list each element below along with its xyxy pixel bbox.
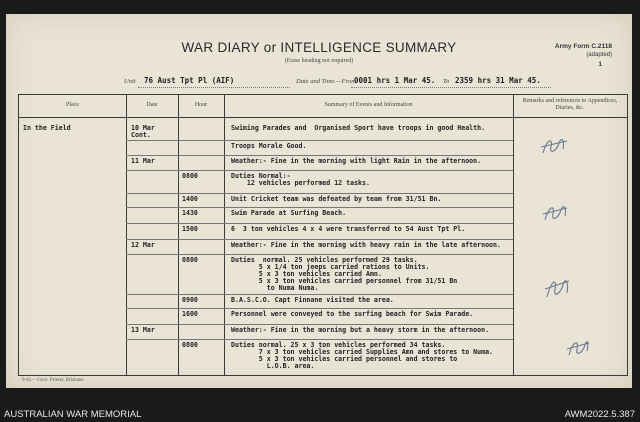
- row-summary: Duties Normal:- 12 vehicles performed 12 tasks.: [231, 172, 370, 187]
- date-label: Date and Time.—From: [296, 78, 356, 85]
- row-hour: 1600: [182, 310, 198, 318]
- row-rule: [126, 140, 513, 141]
- row-hour: 1400: [182, 195, 198, 203]
- col-header-summary: Summary of Events and Information: [324, 102, 413, 108]
- page-subtitle: (Erase heading not required): [284, 58, 354, 64]
- row-hour: 0800: [182, 341, 198, 349]
- row-summary: Weather:- Fine in the morning but a heavy storm in the afternoon.: [231, 326, 490, 334]
- unit-dotted-line: [138, 87, 290, 88]
- printer-note: 9-41.—Govt. Printer, Brisbane: [22, 378, 84, 383]
- row-rule: [126, 294, 513, 295]
- row-rule: [126, 155, 513, 156]
- row-rule: [126, 239, 513, 240]
- unit-label: Unit: [124, 78, 136, 85]
- date-to: 2359 hrs 31 Mar 45.: [455, 76, 541, 85]
- row-hour: 0800: [182, 172, 198, 180]
- signature-initials: [539, 133, 571, 159]
- form-number: [555, 42, 612, 69]
- form-number-label: Army Form C.2118: [554, 43, 612, 50]
- row-hour: 1500: [182, 225, 198, 233]
- page-title: WAR DIARY or INTELLIGENCE SUMMARY: [181, 40, 457, 55]
- row-summary: Unit Cricket team was defeated by team from 31/51 Bn.: [231, 195, 442, 203]
- signature-initials: [543, 273, 573, 303]
- date-to-label: To: [443, 78, 450, 85]
- col-header-place: Place: [66, 102, 79, 108]
- row-summary: Weather:- Fine in the morning with light Rain in the afternoon.: [231, 157, 482, 165]
- row-date: 11 Mar: [131, 157, 155, 165]
- signature-initials: [565, 335, 593, 361]
- row-summary: Swiming Parades and Organised Sport have troops in good Health.: [231, 124, 486, 132]
- row-place: In the Field: [23, 124, 71, 132]
- diary-page: [6, 14, 632, 388]
- row-hour: 1430: [182, 209, 198, 217]
- row-summary: Duties normal. 25 x 3 ton vehicles performed 34 tasks. 7 x 3 ton vehicles carried Supplies Amn and stores to Numa. 5 x 3 ton vehicles carried personnel and stores to L.O.B. area.: [231, 341, 494, 370]
- col-divider: [224, 95, 225, 375]
- accession-number: AWM2022.5.387: [564, 409, 635, 420]
- row-date: 13 Mar: [131, 326, 155, 334]
- row-rule: [126, 193, 513, 194]
- row-summary: Swim Parade at Surfing Beach.: [231, 209, 347, 217]
- diary-table: [18, 94, 628, 376]
- col-divider: [178, 95, 179, 375]
- row-hour: 0800: [182, 256, 198, 264]
- page-number: 1: [598, 61, 602, 68]
- date-dotted-line: [351, 87, 551, 88]
- row-hour: 0900: [182, 296, 198, 304]
- col-divider: [513, 95, 514, 375]
- form-adapted: (adapted): [586, 52, 612, 58]
- row-summary: Duties normal. 25 vehicles performed 29 tasks. 5 x 1/4 ton jeeps carried rations to Units. 5 x 3 ton vehicles carried Amn. 5 x 3 ton vehicles carried personnel from 31/51 Bn to Numa Numa.: [231, 256, 458, 292]
- col-header-remarks: Remarks and references to Appendices, Diaries, &c.: [522, 98, 618, 111]
- row-rule: [126, 170, 513, 171]
- row-rule: [126, 324, 513, 325]
- col-header-date: Date: [146, 102, 158, 108]
- row-summary: Personnel were conveyed to the surfing beach for Swim Parade.: [231, 310, 474, 318]
- row-rule: [126, 254, 513, 255]
- col-divider: [126, 95, 127, 375]
- signature-initials: [541, 200, 571, 226]
- row-rule: [126, 339, 513, 340]
- row-date: 10 Mar Cont.: [131, 124, 155, 139]
- header-rule: [19, 117, 627, 118]
- row-rule: [126, 207, 513, 208]
- row-rule: [126, 223, 513, 224]
- row-summary: 6 3 ton vehicles 4 x 4 were transferred to 54 Aust Tpt Pl.: [231, 225, 466, 233]
- archive-caption: AUSTRALIAN WAR MEMORIAL: [4, 409, 142, 420]
- row-summary: Troops Morale Good.: [231, 142, 307, 150]
- row-summary: B.A.S.C.O. Capt Finnane visited the area.: [231, 296, 394, 304]
- col-header-hour: Hour: [194, 102, 208, 108]
- unit-value: 76 Aust Tpt Pl (AIF): [144, 76, 235, 85]
- row-date: 12 Mar: [131, 241, 155, 249]
- row-rule: [126, 308, 513, 309]
- row-summary: Weather:- Fine in the morning with heavy rain in the late afternoon.: [231, 241, 501, 249]
- date-from: 0001 hrs 1 Mar 45.: [354, 76, 436, 85]
